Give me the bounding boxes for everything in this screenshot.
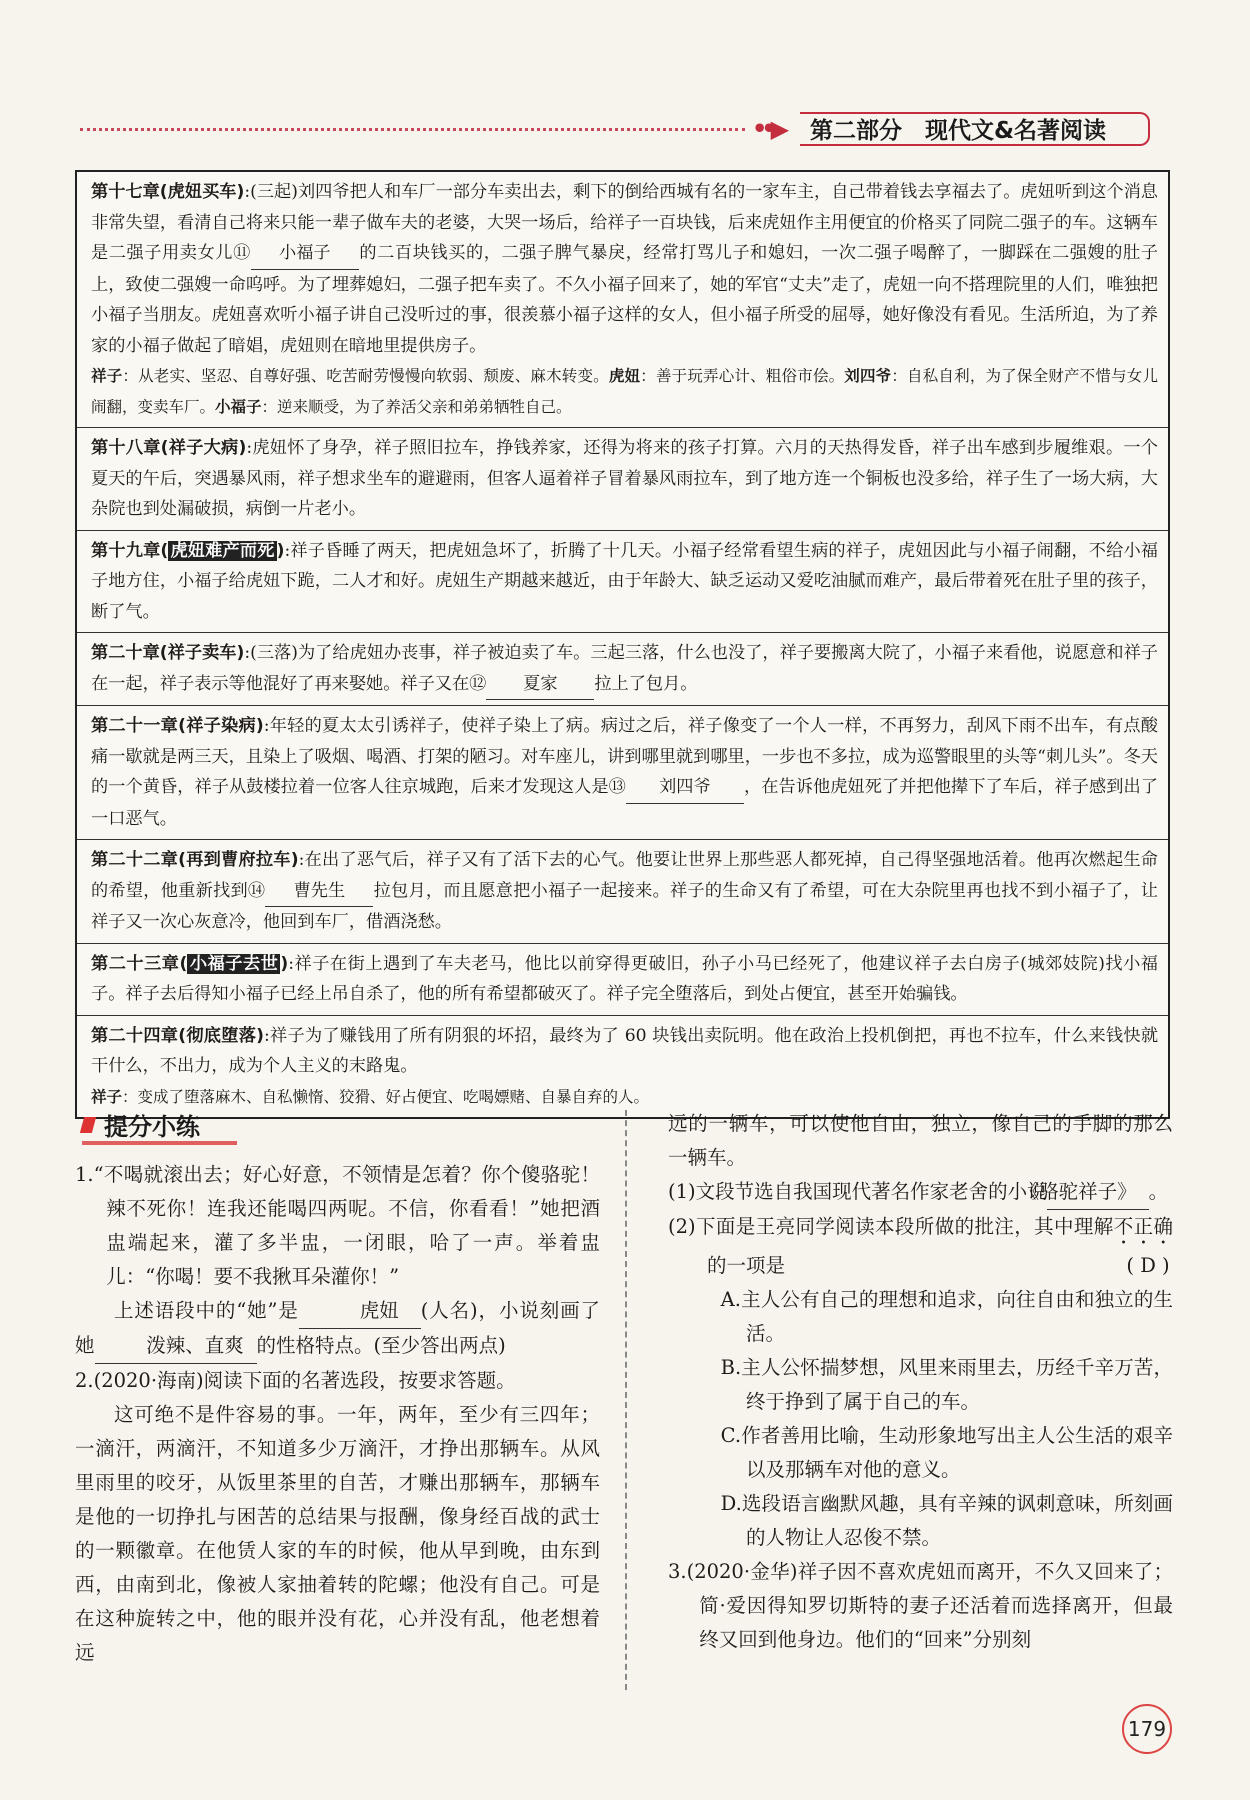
character-notes: 祥子：变成了堕落麻木、自私懒惰、狡猾、好占便宜、吃喝嫖赌、自暴自弃的人。 <box>91 1087 650 1106</box>
character-notes: 祥子：从老实、坚忍、自尊好强、吃苦耐劳慢慢向软弱、颓废、麻木转变。虎妞：善于玩弄心计、粗俗市侩。刘四爷：自私自利，为了保全财产不惜与女儿闹翻，变卖车厂。小福子：逆来顺受，为了养活父亲和弟弟牺牲自己。 <box>91 367 1158 416</box>
answer-blank: 泼辣、直爽 <box>95 1329 257 1364</box>
answer-blank: 《骆驼祥子》 <box>1047 1175 1149 1210</box>
section-heading <box>82 1107 242 1147</box>
chapter-title: 第二十一章(祥子染病) <box>91 716 264 736</box>
question-2-passage: 这可绝不是件容易的事。一年，两年，至少有三四年；一滴汗，两滴汗，不知道多少万滴汗，才挣出那辆车。从风里雨里的咬牙，从饭里茶里的自苦，才赚出那辆车，那辆车是他的一切挣扎与困苦的总结果与报酬，像身经百战的武士的一颗徽章。在他赁人家的车的时候，他从早到晚，由东到西，由南到北，像被人家抽着转的陀螺；他没有自己。可是在这种旋转之中，他的眼并没有花，心并没有乱，他老想着远 <box>75 1403 600 1664</box>
chapter-24: 第二十四章(彻底堕落):祥子为了赚钱用了所有阴狠的坏招，最终为了 60 块钱出卖阮明。他在政治上投机倒把，再也不拉车，什么来钱快就干什么，不出力，成为个人主义的末路鬼。 祥子：变成了堕落麻木、自私懒惰、狡猾、好占便宜、吃喝嫖赌、自暴自弃的人。 <box>77 1016 1168 1118</box>
chapter-title: 第二十三章( 小福子去世 ) <box>91 953 289 974</box>
option-b: B.主人公怀揣梦想，风里来雨里去，历经千辛万苦，终于挣到了属于自己的车。 <box>720 1356 1173 1413</box>
chapter-17: 第十七章(虎妞买车):(三起)刘四爷把人和车厂一部分车卖出去，剩下的倒给西城有名的一家车主，自己带着钱去享福去了。虎妞听到这个消息非常失望，看清自己将来只能一辈子做车夫的老婆，大哭一场后，给祥子一百块钱，后来虎妞作主用便宜的价格买了同院二强子的车。这辆车是二强子用卖女儿⑪ 小福子 的二百块钱买的，二强子脾气暴戾，经常打骂儿子和媳妇，一次二强子喝醉了，一脚踩在二强嫂的肚子上，致使二强嫂一命呜呼。为了埋葬媳妇，二强子把车卖了。不久小福子回来了，她的军官“丈夫”走了，虎妞一向不搭理院里的人们，唯独把小福子当朋友。虎妞喜欢听小福子讲自己没听过的事，很羡慕小福子这样的女人，但小福子所受的屈辱，她好像没有看见。生活所迫，为了养家的小福子做起了暗娼，虎妞则在暗地里提供房子。 祥子：从老实、坚忍、自尊好强、吃苦耐劳慢慢向软弱、颓废、麻木转变。虎妞：善于玩弄心计、粗俗市侩。刘四爷：自私自利，为了保全财产不惜与女儿闹翻，变卖车厂。小福子：逆来顺受，为了养活父亲和弟弟牺牲自己。 <box>77 172 1168 428</box>
chapter-19: 第十九章( 虎妞难产而死 ):祥子昏睡了两天，把虎妞急坏了，折腾了十几天。小福子经常看望生病的祥子，虎妞因此与小福子闹翻，不给小福子地方住，小福子给虎妞下跪，二人才和好。虎妞生产期越来越近，由于年龄大、缺乏运动又爱吃油腻而难产，最后带着死在肚子里的孩子，断了气。 <box>77 531 1168 634</box>
answer-blank: 夏家 <box>486 669 594 701</box>
question-2-sub-1: (1)文段节选自我国现代著名作家老舍的小说《骆驼祥子》 。 <box>668 1175 1173 1210</box>
question-2: 2.(2020·海南)阅读下面的名著选段，按要求答题。 <box>75 1369 516 1392</box>
question-3: 3.(2020·金华)祥子因不喜欢虎妞而离开，不久又回来了；简·爱因得知罗切斯特的妻子还活着而选择离开，但最终又回到他身边。他们的“回来”分别刻 <box>668 1560 1173 1651</box>
question-1-ask: 上述语段中的“她”是 虎妞 (人名)，小说刻画了她 泼辣、直爽 的性格特点。(至少答出两点) <box>75 1294 600 1364</box>
column-divider <box>625 1110 627 1690</box>
answer-blank: 曹先生 <box>265 876 373 908</box>
chapter-18: 第十八章(祥子大病):虎妞怀了身孕，祥子照旧拉车，挣钱养家，还得为将来的孩子打算。六月的天热得发昏，祥子出车感到步履维艰。一个夏天的午后，突遇暴风雨，祥子想求坐车的避避雨，但客人逼着祥子冒着暴风雨拉车，到了地方连一个铜板也没多给，祥子生了一场大病，大杂院也到处漏破损，病倒一片老小。 <box>77 428 1168 531</box>
section-marker-icon <box>80 1117 96 1133</box>
header-title: 第二部分 现代文&名著阅读 <box>800 112 1150 146</box>
option-a: A.主人公有自己的理想和追求，向往自由和独立的生活。 <box>720 1288 1173 1345</box>
question-1: 1.“不喝就滚出去；好心好意，不领情是怎着？你个傻骆驼！辣不死你！连我还能喝四两呢。不信，你看看！”她把酒盅端起来，灌了多半盅，一闭眼，哈了一声。举着盅儿：“你喝！要不我揪耳朵灌你！” <box>75 1163 600 1288</box>
answer-choice: ( D ) <box>1126 1254 1170 1277</box>
chapter-summary-box <box>75 170 1170 1119</box>
page-header <box>80 112 1170 148</box>
header-dotted-line <box>80 128 745 131</box>
chapter-title: 第十八章(祥子大病) <box>91 438 247 458</box>
section-title: 提分小练 <box>104 1113 200 1141</box>
question-2-sub-2: (2)下面是王亮同学阅读本段所做的批注，其中理解不正确的一项是 ( D ) <box>668 1210 1173 1283</box>
chapter-22: 第二十二章(再到曹府拉车):在出了恶气后，祥子又有了活下去的心气。他要让世界上那些恶人都死掉，自己得坚强地活着。他再次燃起生命的希望，他重新找到⑭ 曹先生 拉包月，而且愿意把小福子一起接来。祥子的生命又有了希望，可在大杂院里再也找不到小福子了，让祥子又一次心灰意冷，他回到车厂，借酒浇愁。 <box>77 840 1168 944</box>
right-column <box>668 1107 1173 1657</box>
question-2-passage-cont: 远的一辆车，可以使他自由，独立，像自己的手脚的那么一辆车。 <box>668 1112 1173 1169</box>
highlighted-title: 虎妞难产而死 <box>170 540 275 561</box>
left-column <box>75 1158 600 1670</box>
chapter-20: 第二十章(祥子卖车):(三落)为了给虎妞办丧事，祥子被迫卖了车。三起三落，什么也没了，祥子要搬离大院了，小福子来看他，说愿意和祥子在一起，祥子表示等他混好了再来娶她。祥子又在⑫ 夏家 拉上了包月。 <box>77 633 1168 706</box>
answer-blank: 刘四爷 <box>626 772 744 804</box>
chapter-title: 第二十章(祥子卖车) <box>91 643 245 663</box>
chapter-title: 第二十四章(彻底堕落) <box>91 1025 264 1046</box>
chapter-21: 第二十一章(祥子染病):年轻的夏太太引诱祥子，使祥子染上了病。病过之后，祥子像变了一个人一样，不再努力，刮风下雨不出车，有点酸痛一歇就是两三天，且染上了吸烟、喝酒、打架的陋习。对车座儿，讲到哪里就到哪里，一步也不多拉，成为巡警眼里的头等“刺儿头”。冬天的一个黄昏，祥子从鼓楼拉着一位客人往京城跑，后来才发现这人是⑬ 刘四爷 ，在告诉他虎妞死了并把他撵下了车后，祥子感到出了一口恶气。 <box>77 706 1168 840</box>
chapter-title: 第二十二章(再到曹府拉车) <box>91 850 299 870</box>
answer-blank: 小福子 <box>251 238 359 270</box>
header-arrow-icon: ••▶ <box>752 114 784 143</box>
answer-blank: 虎妞 <box>299 1294 421 1329</box>
chapter-title: 第十七章(虎妞买车) <box>91 182 245 202</box>
page-number: 179 <box>1122 1704 1172 1754</box>
option-c: C.作者善用比喻，生动形象地写出主人公生活的艰辛以及那辆车对他的意义。 <box>720 1424 1173 1481</box>
chapter-23: 第二十三章( 小福子去世 ):祥子在街上遇到了车夫老马，他比以前穿得更破旧，孙子小马已经死了，他建议祥子去白房子(城郊妓院)找小福子。祥子去后得知小福子已经上吊自杀了，他的所有希望都破灭了。祥子完全堕落后，到处占便宜，甚至开始骗钱。 <box>77 944 1168 1016</box>
chapter-title: 第十九章( 虎妞难产而死 ) <box>91 540 285 561</box>
emphasized-word: 不正确 <box>1113 1215 1173 1238</box>
option-d: D.选段语言幽默风趣，具有辛辣的讽刺意味，所刻画的人物让人忍俊不禁。 <box>720 1492 1173 1549</box>
section-underline <box>82 1141 237 1145</box>
highlighted-title: 小福子去世 <box>189 953 279 974</box>
